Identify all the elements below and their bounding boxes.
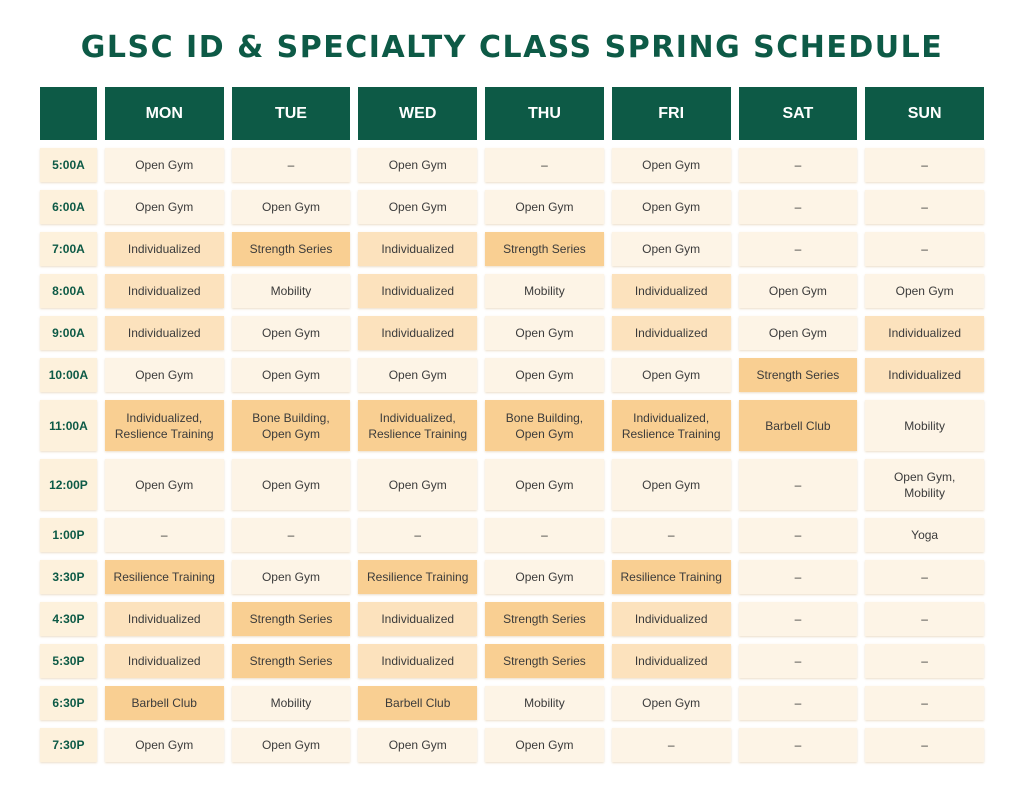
class-cell-wed: Resilience Training <box>358 560 477 594</box>
day-header-row <box>40 87 984 140</box>
class-cell-sun: – <box>865 148 984 182</box>
day-header-sun: SUN <box>865 87 984 140</box>
class-cell-mon: Individualized <box>105 316 224 350</box>
class-cell-sun: – <box>865 602 984 636</box>
class-cell-sat: – <box>739 148 858 182</box>
class-cell-tue: Strength Series <box>232 602 351 636</box>
class-cell-sun: – <box>865 644 984 678</box>
time-slot-label: 6:00A <box>40 190 97 224</box>
class-cell-tue: Open Gym <box>232 728 351 762</box>
day-header-wed: WED <box>358 87 477 140</box>
class-cell-sun: Individualized <box>865 358 984 392</box>
class-cell-mon: Open Gym <box>105 148 224 182</box>
time-slot-label: 5:00A <box>40 148 97 182</box>
class-cell-mon: Open Gym <box>105 190 224 224</box>
class-cell-wed: Open Gym <box>358 728 477 762</box>
class-cell-tue: Mobility <box>232 686 351 720</box>
time-slot-label: 12:00P <box>40 459 97 510</box>
schedule-title: GLSC ID & SPECIALTY CLASS SPRING SCHEDULE <box>80 30 944 65</box>
class-cell-fri: Individualized <box>612 274 731 308</box>
schedule-row <box>40 459 984 510</box>
class-cell-fri: Individualized <box>612 602 731 636</box>
schedule-row <box>40 728 984 762</box>
class-cell-mon: Individualized, Reslience Training <box>105 400 224 451</box>
schedule-row <box>40 400 984 451</box>
day-header-tue: TUE <box>232 87 351 140</box>
class-cell-thu: – <box>485 148 604 182</box>
class-cell-sun: – <box>865 232 984 266</box>
class-cell-sat: Open Gym <box>739 316 858 350</box>
time-slot-label: 9:00A <box>40 316 97 350</box>
class-cell-mon: – <box>105 518 224 552</box>
class-cell-sat: – <box>739 728 858 762</box>
class-cell-fri: – <box>612 518 731 552</box>
class-cell-thu: Open Gym <box>485 316 604 350</box>
class-cell-tue: Open Gym <box>232 316 351 350</box>
class-cell-tue: Open Gym <box>232 358 351 392</box>
class-cell-wed: Individualized <box>358 602 477 636</box>
class-cell-sun: Individualized <box>865 316 984 350</box>
schedule-row <box>40 148 984 182</box>
class-cell-thu: Open Gym <box>485 560 604 594</box>
class-cell-mon: Resilience Training <box>105 560 224 594</box>
time-slot-label: 3:30P <box>40 560 97 594</box>
schedule-row <box>40 316 984 350</box>
time-slot-label: 5:30P <box>40 644 97 678</box>
schedule-table <box>40 87 984 770</box>
schedule-row <box>40 644 984 678</box>
class-cell-mon: Individualized <box>105 644 224 678</box>
class-cell-tue: Strength Series <box>232 644 351 678</box>
schedule-row <box>40 518 984 552</box>
class-cell-mon: Open Gym <box>105 728 224 762</box>
class-cell-sun: Open Gym, Mobility <box>865 459 984 510</box>
time-slot-label: 6:30P <box>40 686 97 720</box>
class-cell-fri: Open Gym <box>612 358 731 392</box>
class-cell-fri: Open Gym <box>612 190 731 224</box>
class-cell-thu: Strength Series <box>485 602 604 636</box>
time-slot-label: 11:00A <box>40 400 97 451</box>
class-cell-tue: Strength Series <box>232 232 351 266</box>
class-cell-wed: – <box>358 518 477 552</box>
class-cell-thu: Open Gym <box>485 728 604 762</box>
class-cell-fri: Open Gym <box>612 148 731 182</box>
class-cell-thu: Mobility <box>485 274 604 308</box>
time-slot-label: 7:30P <box>40 728 97 762</box>
class-cell-wed: Open Gym <box>358 459 477 510</box>
schedule-row <box>40 358 984 392</box>
class-cell-wed: Individualized <box>358 232 477 266</box>
class-cell-sat: – <box>739 644 858 678</box>
class-cell-fri: Individualized <box>612 644 731 678</box>
class-cell-mon: Open Gym <box>105 358 224 392</box>
class-cell-thu: – <box>485 518 604 552</box>
class-cell-fri: Resilience Training <box>612 560 731 594</box>
class-cell-sat: – <box>739 686 858 720</box>
class-cell-wed: Individualized, Reslience Training <box>358 400 477 451</box>
class-cell-fri: Individualized, Reslience Training <box>612 400 731 451</box>
class-cell-mon: Individualized <box>105 232 224 266</box>
class-cell-sun: – <box>865 190 984 224</box>
time-slot-label: 1:00P <box>40 518 97 552</box>
class-cell-thu: Open Gym <box>485 190 604 224</box>
class-cell-sat: – <box>739 560 858 594</box>
class-cell-sat: – <box>739 518 858 552</box>
schedule-row <box>40 560 984 594</box>
class-cell-sat: Strength Series <box>739 358 858 392</box>
class-cell-fri: Open Gym <box>612 232 731 266</box>
schedule-row <box>40 232 984 266</box>
schedule-row <box>40 274 984 308</box>
class-cell-thu: Open Gym <box>485 459 604 510</box>
time-slot-label: 8:00A <box>40 274 97 308</box>
class-cell-tue: Open Gym <box>232 459 351 510</box>
class-cell-sat: Barbell Club <box>739 400 858 451</box>
header-corner <box>40 87 97 140</box>
class-cell-sun: – <box>865 728 984 762</box>
class-cell-tue: Open Gym <box>232 190 351 224</box>
class-cell-fri: – <box>612 728 731 762</box>
schedule-row <box>40 602 984 636</box>
class-cell-sun: Open Gym <box>865 274 984 308</box>
class-cell-wed: Individualized <box>358 316 477 350</box>
class-cell-wed: Barbell Club <box>358 686 477 720</box>
class-cell-fri: Open Gym <box>612 686 731 720</box>
class-cell-sat: Open Gym <box>739 274 858 308</box>
class-cell-tue: – <box>232 148 351 182</box>
class-cell-mon: Individualized <box>105 602 224 636</box>
class-cell-mon: Individualized <box>105 274 224 308</box>
class-cell-wed: Open Gym <box>358 148 477 182</box>
class-cell-tue: Open Gym <box>232 560 351 594</box>
class-cell-mon: Open Gym <box>105 459 224 510</box>
class-cell-sat: – <box>739 459 858 510</box>
class-cell-mon: Barbell Club <box>105 686 224 720</box>
class-cell-wed: Open Gym <box>358 358 477 392</box>
class-cell-fri: Individualized <box>612 316 731 350</box>
class-cell-thu: Strength Series <box>485 232 604 266</box>
time-slot-label: 10:00A <box>40 358 97 392</box>
day-header-mon: MON <box>105 87 224 140</box>
class-cell-sun: – <box>865 686 984 720</box>
class-cell-sun: Yoga <box>865 518 984 552</box>
class-cell-tue: Mobility <box>232 274 351 308</box>
day-header-sat: SAT <box>739 87 858 140</box>
class-cell-wed: Individualized <box>358 644 477 678</box>
class-cell-fri: Open Gym <box>612 459 731 510</box>
class-cell-thu: Open Gym <box>485 358 604 392</box>
time-slot-label: 7:00A <box>40 232 97 266</box>
schedule-row <box>40 686 984 720</box>
class-cell-thu: Bone Building, Open Gym <box>485 400 604 451</box>
class-cell-sat: – <box>739 190 858 224</box>
time-slot-label: 4:30P <box>40 602 97 636</box>
day-header-thu: THU <box>485 87 604 140</box>
class-cell-sat: – <box>739 602 858 636</box>
day-header-fri: FRI <box>612 87 731 140</box>
class-cell-tue: – <box>232 518 351 552</box>
class-cell-sat: – <box>739 232 858 266</box>
class-cell-thu: Mobility <box>485 686 604 720</box>
class-cell-thu: Strength Series <box>485 644 604 678</box>
class-cell-sun: Mobility <box>865 400 984 451</box>
class-cell-sun: – <box>865 560 984 594</box>
class-cell-tue: Bone Building, Open Gym <box>232 400 351 451</box>
class-cell-wed: Open Gym <box>358 190 477 224</box>
schedule-row <box>40 190 984 224</box>
class-cell-wed: Individualized <box>358 274 477 308</box>
